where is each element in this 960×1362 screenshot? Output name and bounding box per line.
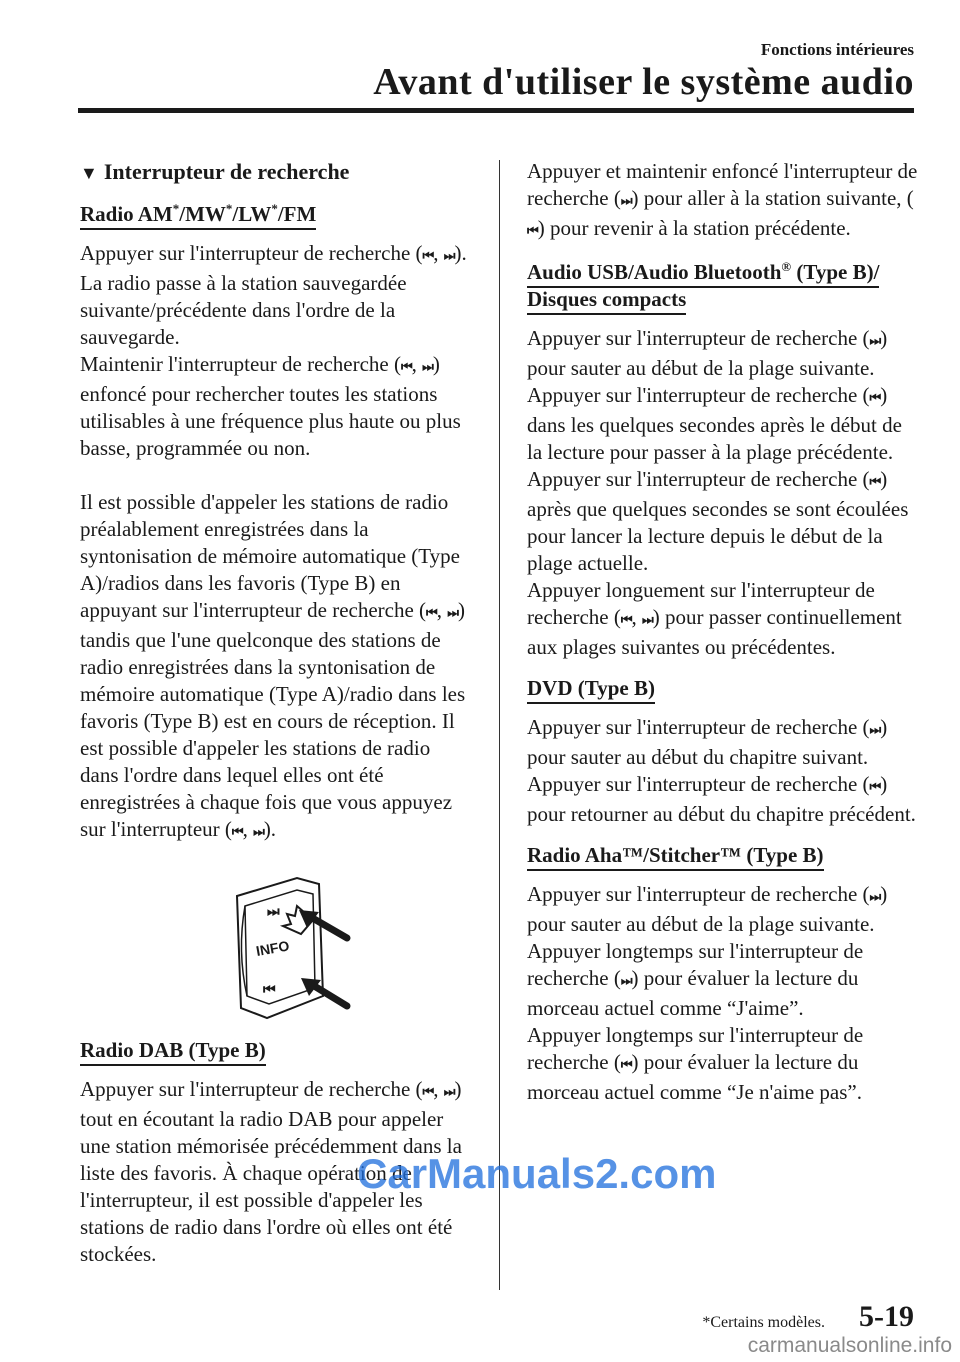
text: ) pour aller à la station suivante, ( — [631, 186, 914, 210]
text: ). La radio passe à la station sauvegardée suivante/précédente dans l'ordre de la sauvegarde. — [80, 241, 467, 349]
page-number: 5-19 — [859, 1300, 914, 1333]
text: , — [433, 1077, 444, 1101]
text: ) pour évaluer la lecture du morceau actuel comme “J'aime”. — [527, 966, 859, 1020]
next-track-icon: ⏭ — [253, 825, 262, 840]
next-track-icon: ⏭ — [267, 904, 280, 920]
next-track-icon: ⏭ — [443, 249, 453, 264]
usb-bluetooth-cd-heading — [527, 259, 919, 313]
heading-part: Audio USB/Audio Bluetooth — [527, 260, 781, 288]
paragraph — [527, 771, 919, 828]
watermark-carmanuals2: CarManuals2.com — [357, 1150, 717, 1197]
next-track-icon: ⏭ — [869, 890, 879, 905]
left-column — [80, 158, 472, 1268]
section-title-text: Interrupteur de recherche — [103, 159, 350, 184]
footnote: *Certains modèles. — [702, 1314, 825, 1331]
text: , — [436, 598, 448, 622]
text: ) après que quelques secondes se sont écoulées pour lancer la lecture depuis le début de la plage actuelle. — [527, 467, 909, 575]
text: ) pour sauter au début de la plage suivante. — [527, 882, 888, 936]
text: Maintenir l'interrupteur de recherche ( — [80, 352, 401, 376]
next-track-icon: ⏭ — [422, 360, 431, 375]
next-track-icon: ⏭ — [869, 334, 879, 349]
heading-part: /LW — [232, 202, 271, 230]
next-track-icon: ⏭ — [869, 723, 879, 738]
previous-track-icon: ⏮ — [869, 391, 879, 406]
heading-part: Radio AM — [80, 202, 173, 230]
next-track-icon: ⏭ — [620, 194, 630, 209]
text: Appuyer sur l'interrupteur de recherche ( — [527, 383, 870, 407]
text: Appuyer sur l'interrupteur de recherche ( — [527, 715, 870, 739]
text: Appuyer sur l'interrupteur de recherche ( — [527, 882, 870, 906]
previous-track-icon: ⏮ — [869, 780, 879, 795]
text: , — [411, 352, 423, 376]
text: , — [242, 817, 254, 841]
footnote-mark: * — [271, 201, 278, 216]
text: Appuyer sur l'interrupteur de recherche ( — [80, 1077, 423, 1101]
text: ) pour revenir à la station précédente. — [537, 216, 851, 240]
paragraph — [527, 158, 919, 245]
text: ) tout en écoutant la radio DAB pour appeler une station mémorisée précédemment dans la liste des favoris. À chaque opération de l'interrupteur, il est possible d'appeler les stations de radio dans l'ordre où elles ont été stockées. — [80, 1077, 462, 1266]
paragraph — [527, 382, 919, 466]
previous-track-icon: ⏮ — [620, 1058, 630, 1073]
previous-track-icon: ⏮ — [869, 475, 879, 490]
text: Appuyer sur l'interrupteur de recherche ( — [527, 772, 870, 796]
paragraph — [527, 466, 919, 577]
next-track-icon: ⏭ — [620, 974, 630, 989]
text: Appuyer sur l'interrupteur de recherche ( — [80, 241, 423, 265]
text: ) pour passer continuellement aux plages suivantes ou précédentes. — [527, 605, 902, 659]
previous-track-icon: ⏮ — [422, 1085, 432, 1100]
text: Appuyer longtemps sur l'interrupteur de recherche ( — [527, 939, 864, 990]
triangle-bullet-icon: ▼ — [80, 163, 98, 183]
watermark-carmanualsonline: carmanualsonline.info — [747, 1334, 952, 1357]
section-title — [80, 158, 472, 187]
heading-part: (Type B)/ Disques compacts — [527, 260, 879, 315]
text: Appuyer sur l'interrupteur de recherche ( — [527, 326, 870, 350]
text: ) dans les quelques secondes après le début de la lecture pour passer à la plage précédente. — [527, 383, 902, 464]
right-column — [527, 158, 919, 1106]
header-rule — [78, 108, 914, 113]
steering-switch-illustration — [227, 876, 352, 1021]
text: ) pour évaluer la lecture du morceau actuel comme “Je n'aime pas”. — [527, 1050, 862, 1104]
next-track-icon: ⏭ — [642, 613, 651, 628]
previous-track-icon: ⏮ — [527, 224, 536, 239]
column-divider — [499, 160, 500, 1290]
text: ) tandis que l'une quelconque des stations de radio enregistrées dans la syntonisation de mémoire automatique (Type A)/radio dans les favoris (Type B) est en cours de réception. Il est possible d'appeler les stations de radio dans l'ordre dans lequel elles ont été enregistrées à chaque fois que vous appuyez sur l'interrupteur ( — [80, 598, 466, 841]
next-track-icon: ⏭ — [447, 606, 456, 621]
paragraph — [527, 938, 919, 1022]
steering-switch-drawing — [227, 876, 352, 1021]
text: ). — [263, 817, 277, 841]
radio-dab-heading — [80, 1037, 472, 1064]
next-track-icon: ⏭ — [443, 1085, 453, 1100]
previous-track-icon: ⏮ — [422, 249, 432, 264]
heading-text: DVD (Type B) — [527, 676, 655, 704]
page-title: Avant d'utiliser le système audio — [373, 61, 914, 103]
paragraph — [527, 325, 919, 382]
text: ) enfoncé pour rechercher toutes les stations utilisables à une fréquence plus haute ou plus basse, programmée ou non. — [80, 352, 461, 460]
paragraph — [80, 351, 472, 462]
paragraph — [527, 881, 919, 938]
paragraph — [527, 577, 919, 661]
dvd-heading — [527, 675, 919, 702]
header-section: Fonctions intérieures — [760, 40, 914, 59]
text: Il est possible d'appeler les stations de radio préalablement enregistrées dans la syntonisation de mémoire automatique (Type A)/radios dans les favoris (Type B) en appuyant sur l'interrupteur de recherche ( — [80, 490, 460, 622]
heading-part: /MW — [179, 202, 226, 230]
previous-track-icon: ⏮ — [263, 982, 276, 998]
text: Appuyer et maintenir enfoncé l'interrupteur de recherche ( — [527, 159, 918, 210]
registered-mark: ® — [781, 259, 792, 274]
info-label: INFO — [254, 937, 291, 959]
text: Appuyer longtemps sur l'interrupteur de recherche ( — [527, 1023, 864, 1074]
heading-text: Radio Aha™/Stitcher™ (Type B) — [527, 843, 824, 871]
paragraph — [527, 1022, 919, 1106]
text: ) pour retourner au début du chapitre précédent. — [527, 772, 916, 826]
aha-stitcher-heading — [527, 842, 919, 869]
footnote-mark: * — [225, 201, 233, 216]
text: ) pour sauter au début de la plage suivante. — [527, 326, 888, 380]
paragraph — [80, 240, 472, 351]
previous-track-icon: ⏮ — [620, 613, 630, 628]
heading-text: Radio DAB (Type B) — [80, 1038, 266, 1066]
previous-track-icon: ⏮ — [426, 606, 435, 621]
text: ) pour sauter au début du chapitre suivant. — [527, 715, 888, 769]
heading-part: /FM — [278, 202, 316, 230]
text: , — [433, 241, 444, 265]
text: Appuyer longuement sur l'interrupteur de recherche ( — [527, 578, 875, 629]
paragraph — [80, 489, 472, 846]
previous-track-icon: ⏮ — [231, 825, 241, 840]
text: Appuyer sur l'interrupteur de recherche ( — [527, 467, 870, 491]
text: , — [631, 605, 643, 629]
previous-track-icon: ⏮ — [400, 360, 410, 375]
footnote-mark: * — [172, 201, 180, 216]
radio-am-heading — [80, 201, 472, 228]
paragraph — [527, 714, 919, 771]
